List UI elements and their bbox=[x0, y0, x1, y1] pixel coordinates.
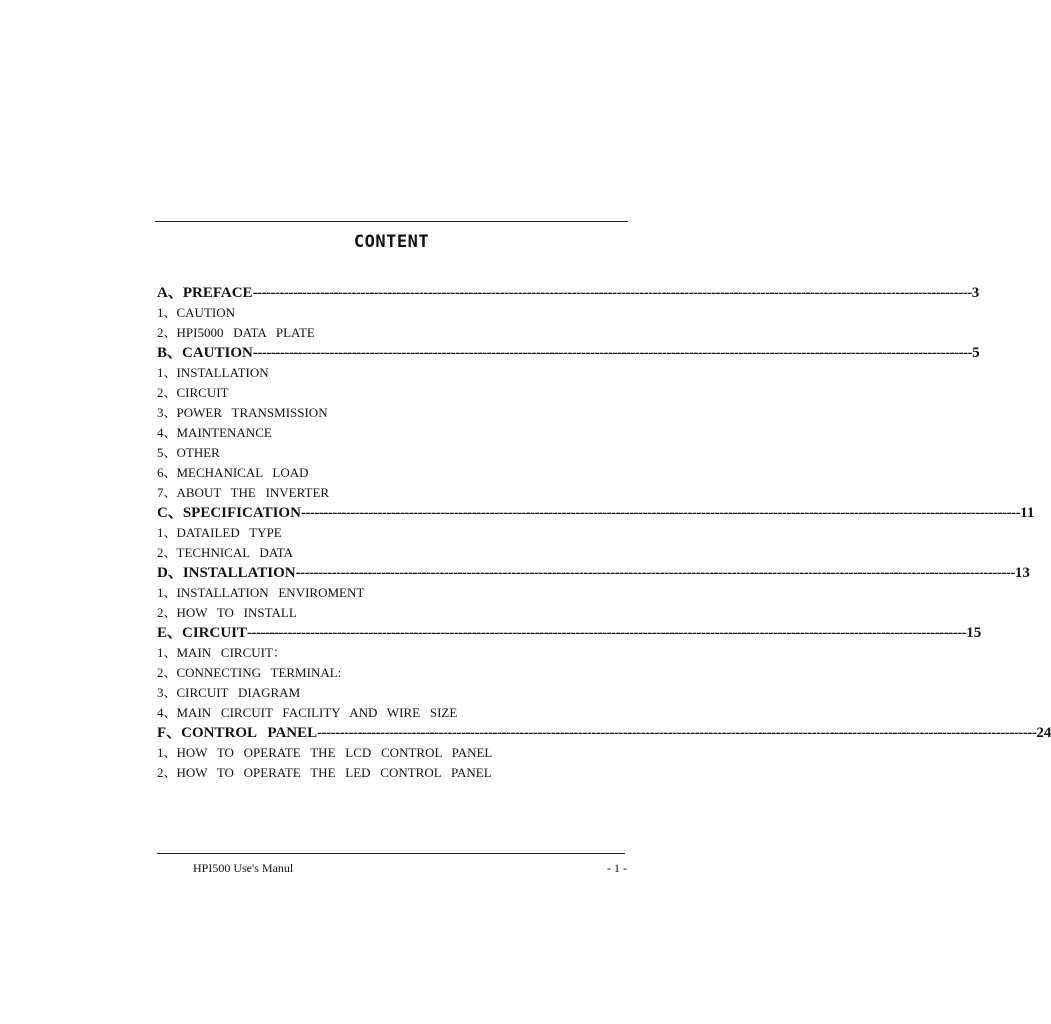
toc-item: 3、POWER TRANSMISSION bbox=[157, 405, 328, 420]
toc-item: 2、TECHNICAL DATA bbox=[157, 545, 294, 560]
toc-item: 2、CIRCUIT bbox=[157, 385, 229, 400]
table-of-contents bbox=[157, 283, 1051, 783]
toc-item: 1、CAUTION bbox=[157, 305, 235, 320]
footer-page-number: - 1 - bbox=[607, 861, 627, 875]
toc-section-heading bbox=[157, 563, 1030, 583]
toc-dot-leader: ---------------------------------------------------------------------------------------------------------------------------------------------------------------- bbox=[252, 285, 972, 301]
toc-dot-leader: ---------------------------------------------------------------------------------------------------------------------------------------------------------------- bbox=[317, 725, 1037, 741]
toc-item: 5、OTHER bbox=[157, 445, 220, 460]
toc-section-label: A、PREFACE bbox=[157, 285, 253, 301]
toc-item: 4、MAINTENANCE bbox=[157, 425, 272, 440]
toc-section-label: F、CONTROL PANEL bbox=[157, 725, 318, 741]
footer-manual-name: HPI500 Use's Manul bbox=[193, 861, 294, 875]
toc-item: 2、HOW TO OPERATE THE LED CONTROL PANEL bbox=[157, 765, 492, 780]
toc-item: 1、HOW TO OPERATE THE LCD CONTROL PANEL bbox=[157, 745, 493, 760]
toc-item: 1、INSTALLATION bbox=[157, 365, 269, 380]
toc-section-heading bbox=[157, 503, 1035, 523]
toc-dot-leader: ---------------------------------------------------------------------------------------------------------------------------------------------------------------- bbox=[295, 565, 1015, 581]
toc-dot-leader: ---------------------------------------------------------------------------------------------------------------------------------------------------------------- bbox=[300, 505, 1021, 521]
toc-item: 3、CIRCUIT DIAGRAM bbox=[157, 685, 301, 700]
toc-item: 2、HOW TO INSTALL bbox=[157, 605, 297, 620]
top-rule bbox=[155, 221, 628, 222]
toc-section-page: 15 bbox=[966, 625, 982, 641]
toc-section-heading bbox=[157, 343, 980, 363]
page-title: CONTENT bbox=[353, 232, 430, 252]
toc-item: 7、ABOUT THE INVERTER bbox=[157, 485, 330, 500]
toc-section-heading bbox=[157, 623, 982, 643]
toc-item: 1、INSTALLATION ENVIROMENT bbox=[157, 585, 365, 600]
toc-section-heading bbox=[157, 723, 1051, 743]
toc-section-label: C、SPECIFICATION bbox=[157, 505, 301, 521]
toc-section-label: B、CAUTION bbox=[157, 345, 253, 361]
toc-dot-leader: ---------------------------------------------------------------------------------------------------------------------------------------------------------------- bbox=[247, 625, 967, 641]
toc-section-page: 24 bbox=[1036, 725, 1051, 741]
toc-section-page: 5 bbox=[972, 345, 980, 361]
toc-item: 1、DATAILED TYPE bbox=[157, 525, 282, 540]
toc-section-page: 3 bbox=[971, 285, 980, 301]
toc-section-label: D、INSTALLATION bbox=[157, 565, 296, 581]
toc-item: 2、CONNECTING TERMINAL: bbox=[157, 665, 342, 680]
toc-dot-leader: ---------------------------------------------------------------------------------------------------------------------------------------------------------------- bbox=[252, 345, 973, 361]
toc-section-page: 11 bbox=[1020, 505, 1035, 521]
toc-item: 4、MAIN CIRCUIT FACILITY AND WIRE SIZE bbox=[157, 705, 458, 720]
toc-item: 2、HPI5000 DATA PLATE bbox=[157, 325, 315, 340]
footer-rule bbox=[157, 853, 625, 854]
toc-item: 6、MECHANICAL LOAD bbox=[157, 465, 309, 480]
toc-item: 1、MAIN CIRCUIT： bbox=[157, 645, 286, 660]
toc-section-heading bbox=[157, 283, 980, 303]
toc-section-page: 13 bbox=[1014, 565, 1030, 581]
toc-section-label: E、CIRCUIT bbox=[157, 625, 248, 641]
